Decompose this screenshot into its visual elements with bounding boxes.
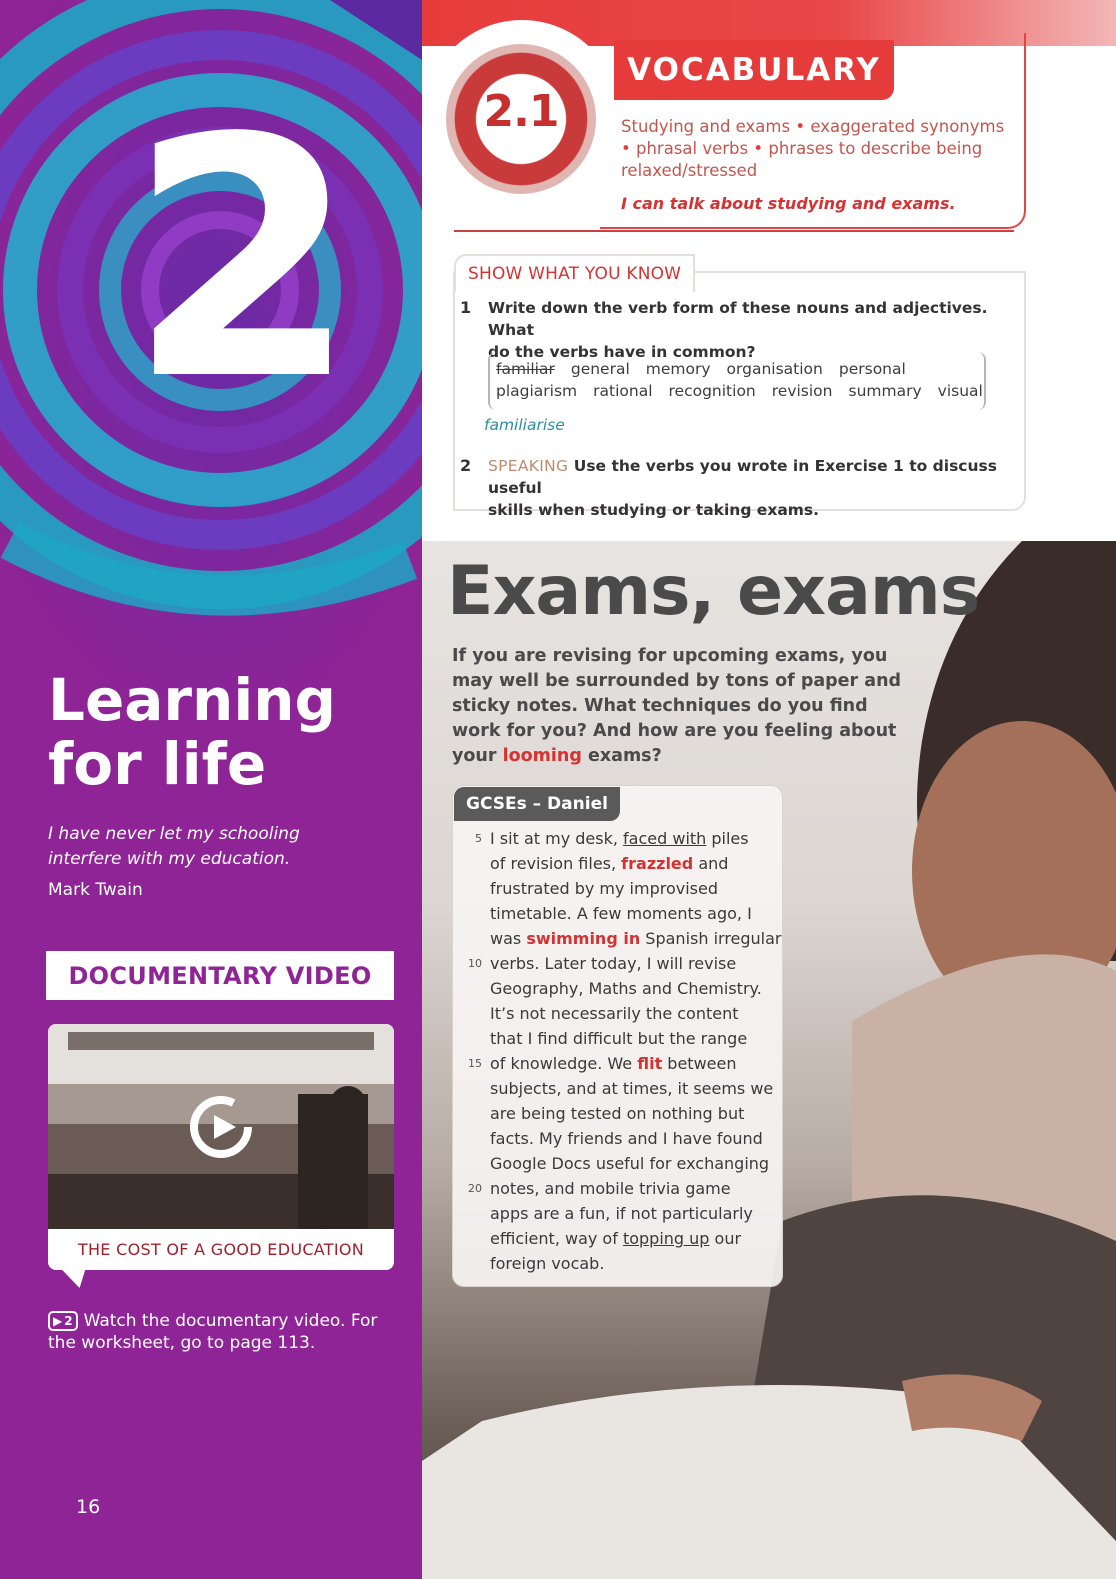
word-item: visual: [937, 382, 983, 400]
section-title: VOCABULARY: [627, 52, 881, 88]
word-item: memory: [645, 360, 711, 378]
exercise-2-line-2: skills when studying or taking exams.: [488, 501, 820, 519]
text-line: frustrated by my improvised: [490, 879, 719, 898]
intro-text-1: If you are revising for upcoming exams, you may well be surrounded by tons of paper and sticky notes. What techniques do you find work for you? And how are you feeling about your: [452, 646, 902, 766]
quote-author: Mark Twain: [48, 880, 143, 900]
play-icon[interactable]: [188, 1094, 254, 1160]
intro-highlight: looming: [502, 746, 582, 766]
word-item: plagiarism: [496, 382, 578, 400]
line-number: 15: [468, 1057, 482, 1070]
exercise-1-line-2: do the verbs have in common?: [488, 343, 756, 361]
text-line: subjects, and at times, it seems we: [490, 1079, 774, 1098]
highlighted-word: frazzled: [621, 854, 694, 873]
text-line: verbs. Later today, I will revise: [490, 954, 737, 973]
show-what-you-know-label: SHOW WHAT YOU KNOW: [468, 264, 682, 284]
topic-3: phrasal verbs: [635, 139, 749, 158]
video-card[interactable]: [48, 1024, 394, 1270]
word-item: general: [570, 360, 630, 378]
text-line: are being tested on nothing but: [490, 1104, 745, 1123]
text-span: between: [662, 1054, 737, 1073]
exercise-2-number: 2: [460, 456, 472, 475]
exercise-2-line-1: Use the verbs you wrote in Exercise 1 to discuss useful: [488, 457, 997, 497]
word-item: personal: [838, 360, 906, 378]
video-badge-number: 2: [64, 1314, 73, 1328]
word-item: familiar: [496, 360, 555, 378]
video-thumbnail[interactable]: [48, 1024, 394, 1229]
lesson-number: 2.1: [483, 86, 559, 137]
unit-title: [48, 668, 408, 796]
reading-intro: [452, 644, 922, 769]
header-divider: [454, 230, 1014, 232]
text-span: our: [709, 1229, 742, 1248]
speaking-tag: SPEAKING: [488, 457, 569, 475]
show-what-you-know-tab: [454, 254, 695, 292]
video-badge-icon: ▶: [53, 1314, 63, 1328]
text-line: [490, 1054, 737, 1074]
topic-2: exaggerated synonyms: [810, 117, 1005, 136]
text-span: Spanish irregular: [640, 929, 782, 948]
text-line: [490, 929, 782, 949]
text-card-tab: [454, 787, 620, 821]
documentary-video-banner: [46, 951, 394, 1000]
unit-title-line2: for life: [48, 730, 267, 798]
unit-number: 2: [128, 68, 350, 452]
text-line: notes, and mobile trivia game: [490, 1179, 731, 1198]
intro-text-2: exams?: [581, 746, 662, 766]
topic-4: phrases to describe being relaxed/stressed: [621, 139, 983, 180]
word-item: recognition: [668, 382, 756, 400]
text-line: apps are a fun, if not particularly: [490, 1204, 753, 1223]
text-line: [490, 829, 749, 849]
bullet-dot: •: [795, 117, 806, 136]
text-span: I sit at my desk,: [490, 829, 624, 848]
watch-text: Watch the documentary video. For the worksheet, go to page 113.: [48, 1311, 378, 1353]
video-caption: THE COST OF A GOOD EDUCATION: [77, 1240, 365, 1259]
text-line: It’s not necessarily the content: [490, 1004, 739, 1023]
highlighted-word: swimming in: [526, 929, 641, 948]
unit-opener-panel: [0, 0, 422, 1579]
bullet-dot: •: [753, 139, 764, 158]
highlighted-word: flit: [637, 1054, 663, 1073]
text-line: timetable. A few moments ago, I: [490, 904, 752, 923]
text-span: and: [693, 854, 729, 873]
exercise-2-instructions: [488, 455, 1013, 521]
quote-text: I have never let my schooling interfere with my education.: [48, 824, 300, 869]
word-item: revision: [771, 382, 833, 400]
page-number: 16: [76, 1496, 101, 1518]
can-do-statement: I can talk about studying and exams.: [621, 194, 956, 213]
word-row-1: [496, 360, 922, 378]
text-card-title: GCSEs – Daniel: [466, 794, 608, 814]
word-item: organisation: [726, 360, 823, 378]
exercise-1-line-1: Write down the verb form of these nouns and adjectives. What: [488, 299, 988, 339]
text-line: Google Docs useful for exchanging: [490, 1154, 770, 1173]
text-line: Geography, Maths and Chemistry.: [490, 979, 762, 998]
watch-instructions: [48, 1310, 398, 1354]
word-row-2: [496, 382, 999, 400]
word-item: rational: [593, 382, 653, 400]
text-span: piles: [706, 829, 749, 848]
lesson-topics: [621, 116, 1016, 182]
text-line: [490, 854, 728, 874]
word-item: summary: [848, 382, 922, 400]
topic-1: Studying and exams: [621, 117, 791, 136]
text-span: was: [490, 929, 527, 948]
text-span: of knowledge. We: [490, 1054, 638, 1073]
text-line: foreign vocab.: [490, 1254, 605, 1273]
text-span: efficient, way of: [490, 1229, 623, 1248]
exercise-1-number: 1: [460, 298, 472, 317]
underlined-phrase: topping up: [622, 1229, 710, 1248]
example-answer: familiarise: [484, 416, 565, 434]
line-number: 20: [468, 1182, 482, 1195]
unit-title-line1: Learning: [48, 666, 337, 734]
text-line: that I find difficult but the range: [490, 1029, 748, 1048]
underlined-phrase: faced with: [623, 829, 707, 848]
line-number: 10: [468, 957, 482, 970]
text-line: [490, 1229, 741, 1249]
vocabulary-pill: [614, 40, 894, 100]
reading-title: Exams, exams: [447, 552, 980, 631]
text-span: of revision files,: [490, 854, 622, 873]
documentary-video-label: DOCUMENTARY VIDEO: [68, 961, 372, 990]
line-number: 5: [475, 832, 482, 845]
bullet-dot: •: [621, 139, 631, 158]
text-line: facts. My friends and I have found: [490, 1129, 763, 1148]
video-badge: [48, 1311, 78, 1331]
